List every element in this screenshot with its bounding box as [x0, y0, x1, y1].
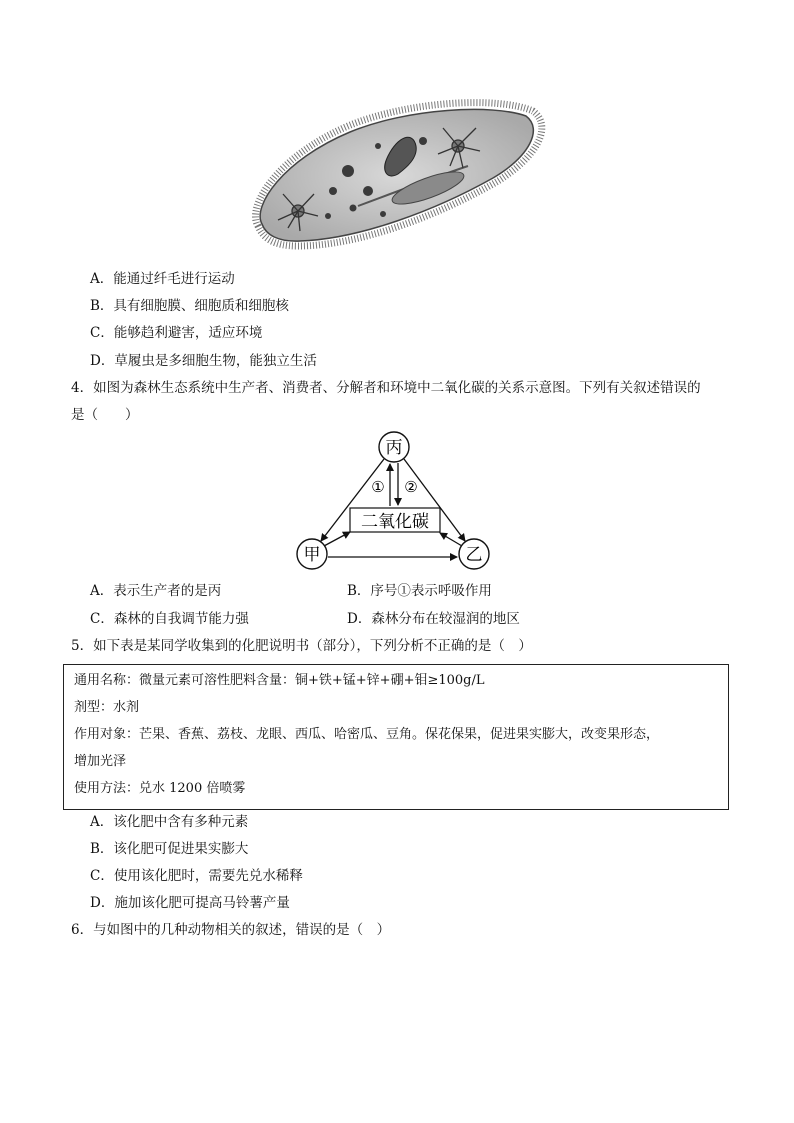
q6-stem: 6．与如图中的几种动物相关的叙述，错误的是（ ）: [71, 922, 391, 938]
spec-line-form: 剂型：水剂: [74, 700, 140, 715]
arrow-yi-to-co2: [440, 533, 462, 546]
q5-option-b: B．该化肥可促进果实膨大: [90, 841, 249, 857]
arrow-jia-to-co2: [324, 532, 350, 546]
q3-option-b: B．具有细胞膜、细胞质和细胞核: [90, 298, 289, 314]
node-jia-label: 甲: [303, 545, 321, 565]
node-bing-label: 丙: [385, 438, 403, 458]
q3-option-c: C．能够趋利避害，适应环境: [90, 325, 263, 341]
q3-option-a: A．能通过纤毛进行运动: [90, 271, 235, 287]
spec-line-usage: 使用方法：兑水 1200 倍喷雾: [74, 781, 246, 796]
q3-option-d: D．草履虫是多细胞生物，能独立生活: [90, 353, 317, 369]
carbon-cycle-diagram: [290, 430, 500, 575]
paramecium-illustration: [238, 96, 548, 256]
q5-stem: 5．如下表是某同学收集到的化肥说明书（部分），下列分析不正确的是（ ）: [71, 638, 532, 654]
spec-line-targets: 作用对象：芒果、香蕉、荔枝、龙眼、西瓜、哈密瓜、豆角。保花保果，促进果实膨大，改变果形态，: [74, 727, 660, 742]
co2-label: 二氧化碳: [361, 512, 429, 532]
q4-stem-line1: 4．如图为森林生态系统中生产者、消费者、分解者和环境中二氧化碳的关系示意图。下列有关叙述错误的: [71, 380, 701, 396]
q5-option-c: C．使用该化肥时，需要先兑水稀释: [90, 868, 303, 884]
q5-option-a: A．该化肥中含有多种元素: [90, 814, 249, 830]
q5-option-d: D．施加该化肥可提高马铃薯产量: [90, 895, 290, 911]
fertilizer-spec-box: [63, 664, 729, 810]
node-yi-label: 乙: [465, 545, 483, 565]
q4-option-a: A．表示生产者的是丙: [90, 583, 222, 599]
spec-line-targets-cont: 增加光泽: [74, 754, 127, 769]
q4-option-c: C．森林的自我调节能力强: [90, 611, 249, 627]
q4-stem-line2: 是（ ）: [71, 407, 139, 423]
arrow-label-2: ②: [404, 478, 418, 496]
q4-option-b: B．序号①表示呼吸作用: [347, 583, 492, 599]
arrow-label-1: ①: [371, 478, 385, 496]
q4-option-d: D．森林分布在较湿润的地区: [347, 611, 520, 627]
spec-line-name: 通用名称：微量元素可溶性肥料含量：铜+铁+锰+锌+硼+钼≥100g/L: [74, 673, 485, 688]
